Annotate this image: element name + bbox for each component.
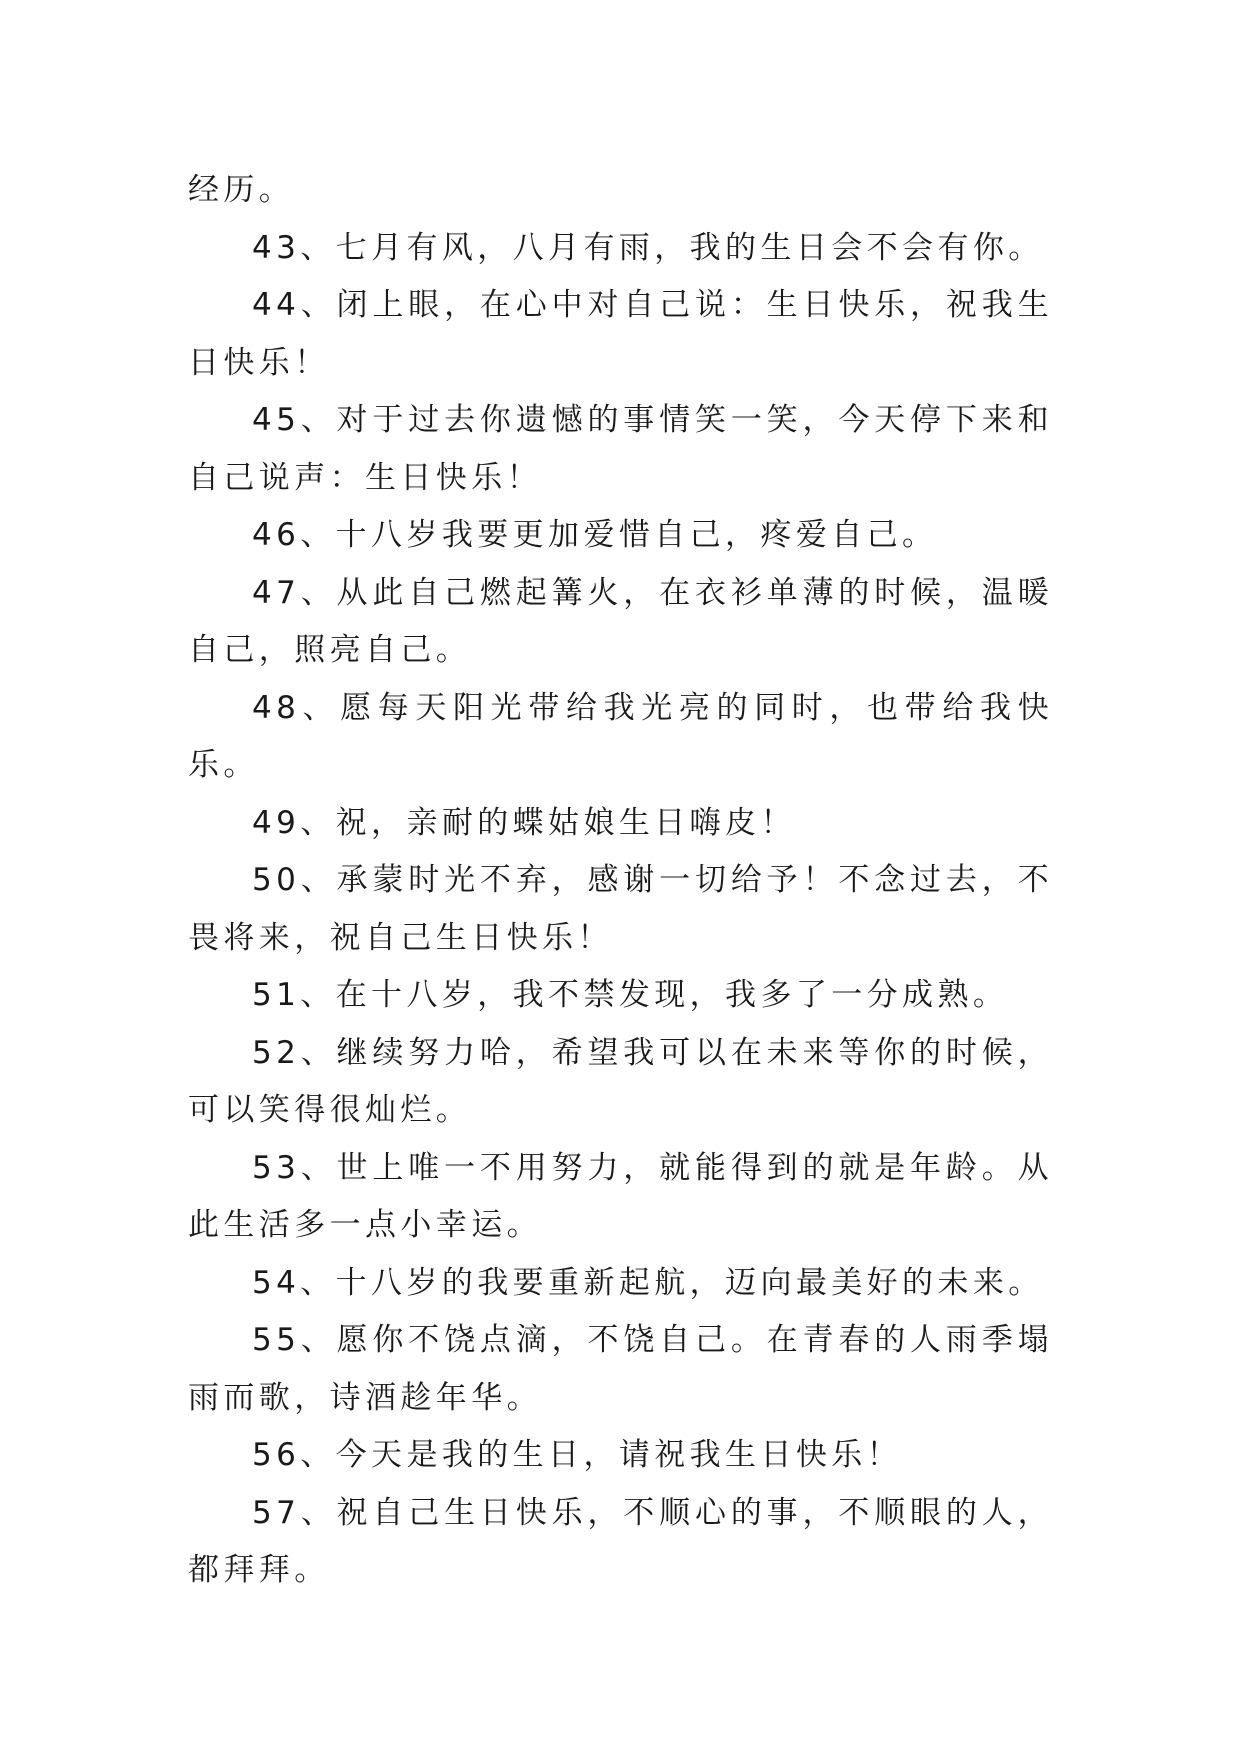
- paragraph-item-52: 52、继续努力哈，希望我可以在未来等你的时候，可以笑得很灿烂。: [188, 1034, 1053, 1128]
- paragraph-item-47: 47、从此自己燃起篝火，在衣衫单薄的时候，温暖自己，照亮自己。: [188, 574, 1053, 668]
- paragraph-item-55: 55、愿你不饶点滴，不饶自己。在青春的人雨季塌雨而歌，诗酒趁年华。: [188, 1322, 1053, 1416]
- paragraph-continuation: 经历。: [188, 172, 295, 208]
- paragraph-item-48: 48、愿每天阳光带给我光亮的同时，也带给我快乐。: [188, 689, 1053, 783]
- paragraph-item-53: 53、世上唯一不用努力，就能得到的就是年龄。从此生活多一点小幸运。: [188, 1149, 1053, 1243]
- paragraph-item-46: 46、十八岁我要更加爱惜自己，疼爱自己。: [252, 517, 938, 553]
- paragraph-item-45: 45、对于过去你遗憾的事情笑一笑，今天停下来和自己说声：生日快乐！: [188, 402, 1053, 496]
- document-body: [188, 162, 1053, 1600]
- paragraph-item-56: 56、今天是我的生日，请祝我生日快乐！: [252, 1437, 903, 1473]
- paragraph-item-43: 43、七月有风，八月有雨，我的生日会不会有你。: [252, 229, 1044, 266]
- paragraph-item-49: 49、祝，亲耐的蝶姑娘生日嗨皮！: [252, 804, 796, 841]
- paragraph-item-51: 51、在十八岁，我不禁发现，我多了一分成熟。: [252, 977, 1009, 1013]
- paragraph-item-50: 50、承蒙时光不弃，感谢一切给予！不念过去，不畏将来，祝自己生日快乐！: [188, 862, 1053, 956]
- paragraph-item-54: 54、十八岁的我要重新起航，迈向最美好的未来。: [252, 1264, 1044, 1301]
- paragraph-item-57: 57、祝自己生日快乐，不顺心的事，不顺眼的人，都拜拜。: [188, 1494, 1053, 1588]
- paragraph-item-44: 44、闭上眼，在心中对自己说：生日快乐，祝我生日快乐！: [188, 287, 1053, 381]
